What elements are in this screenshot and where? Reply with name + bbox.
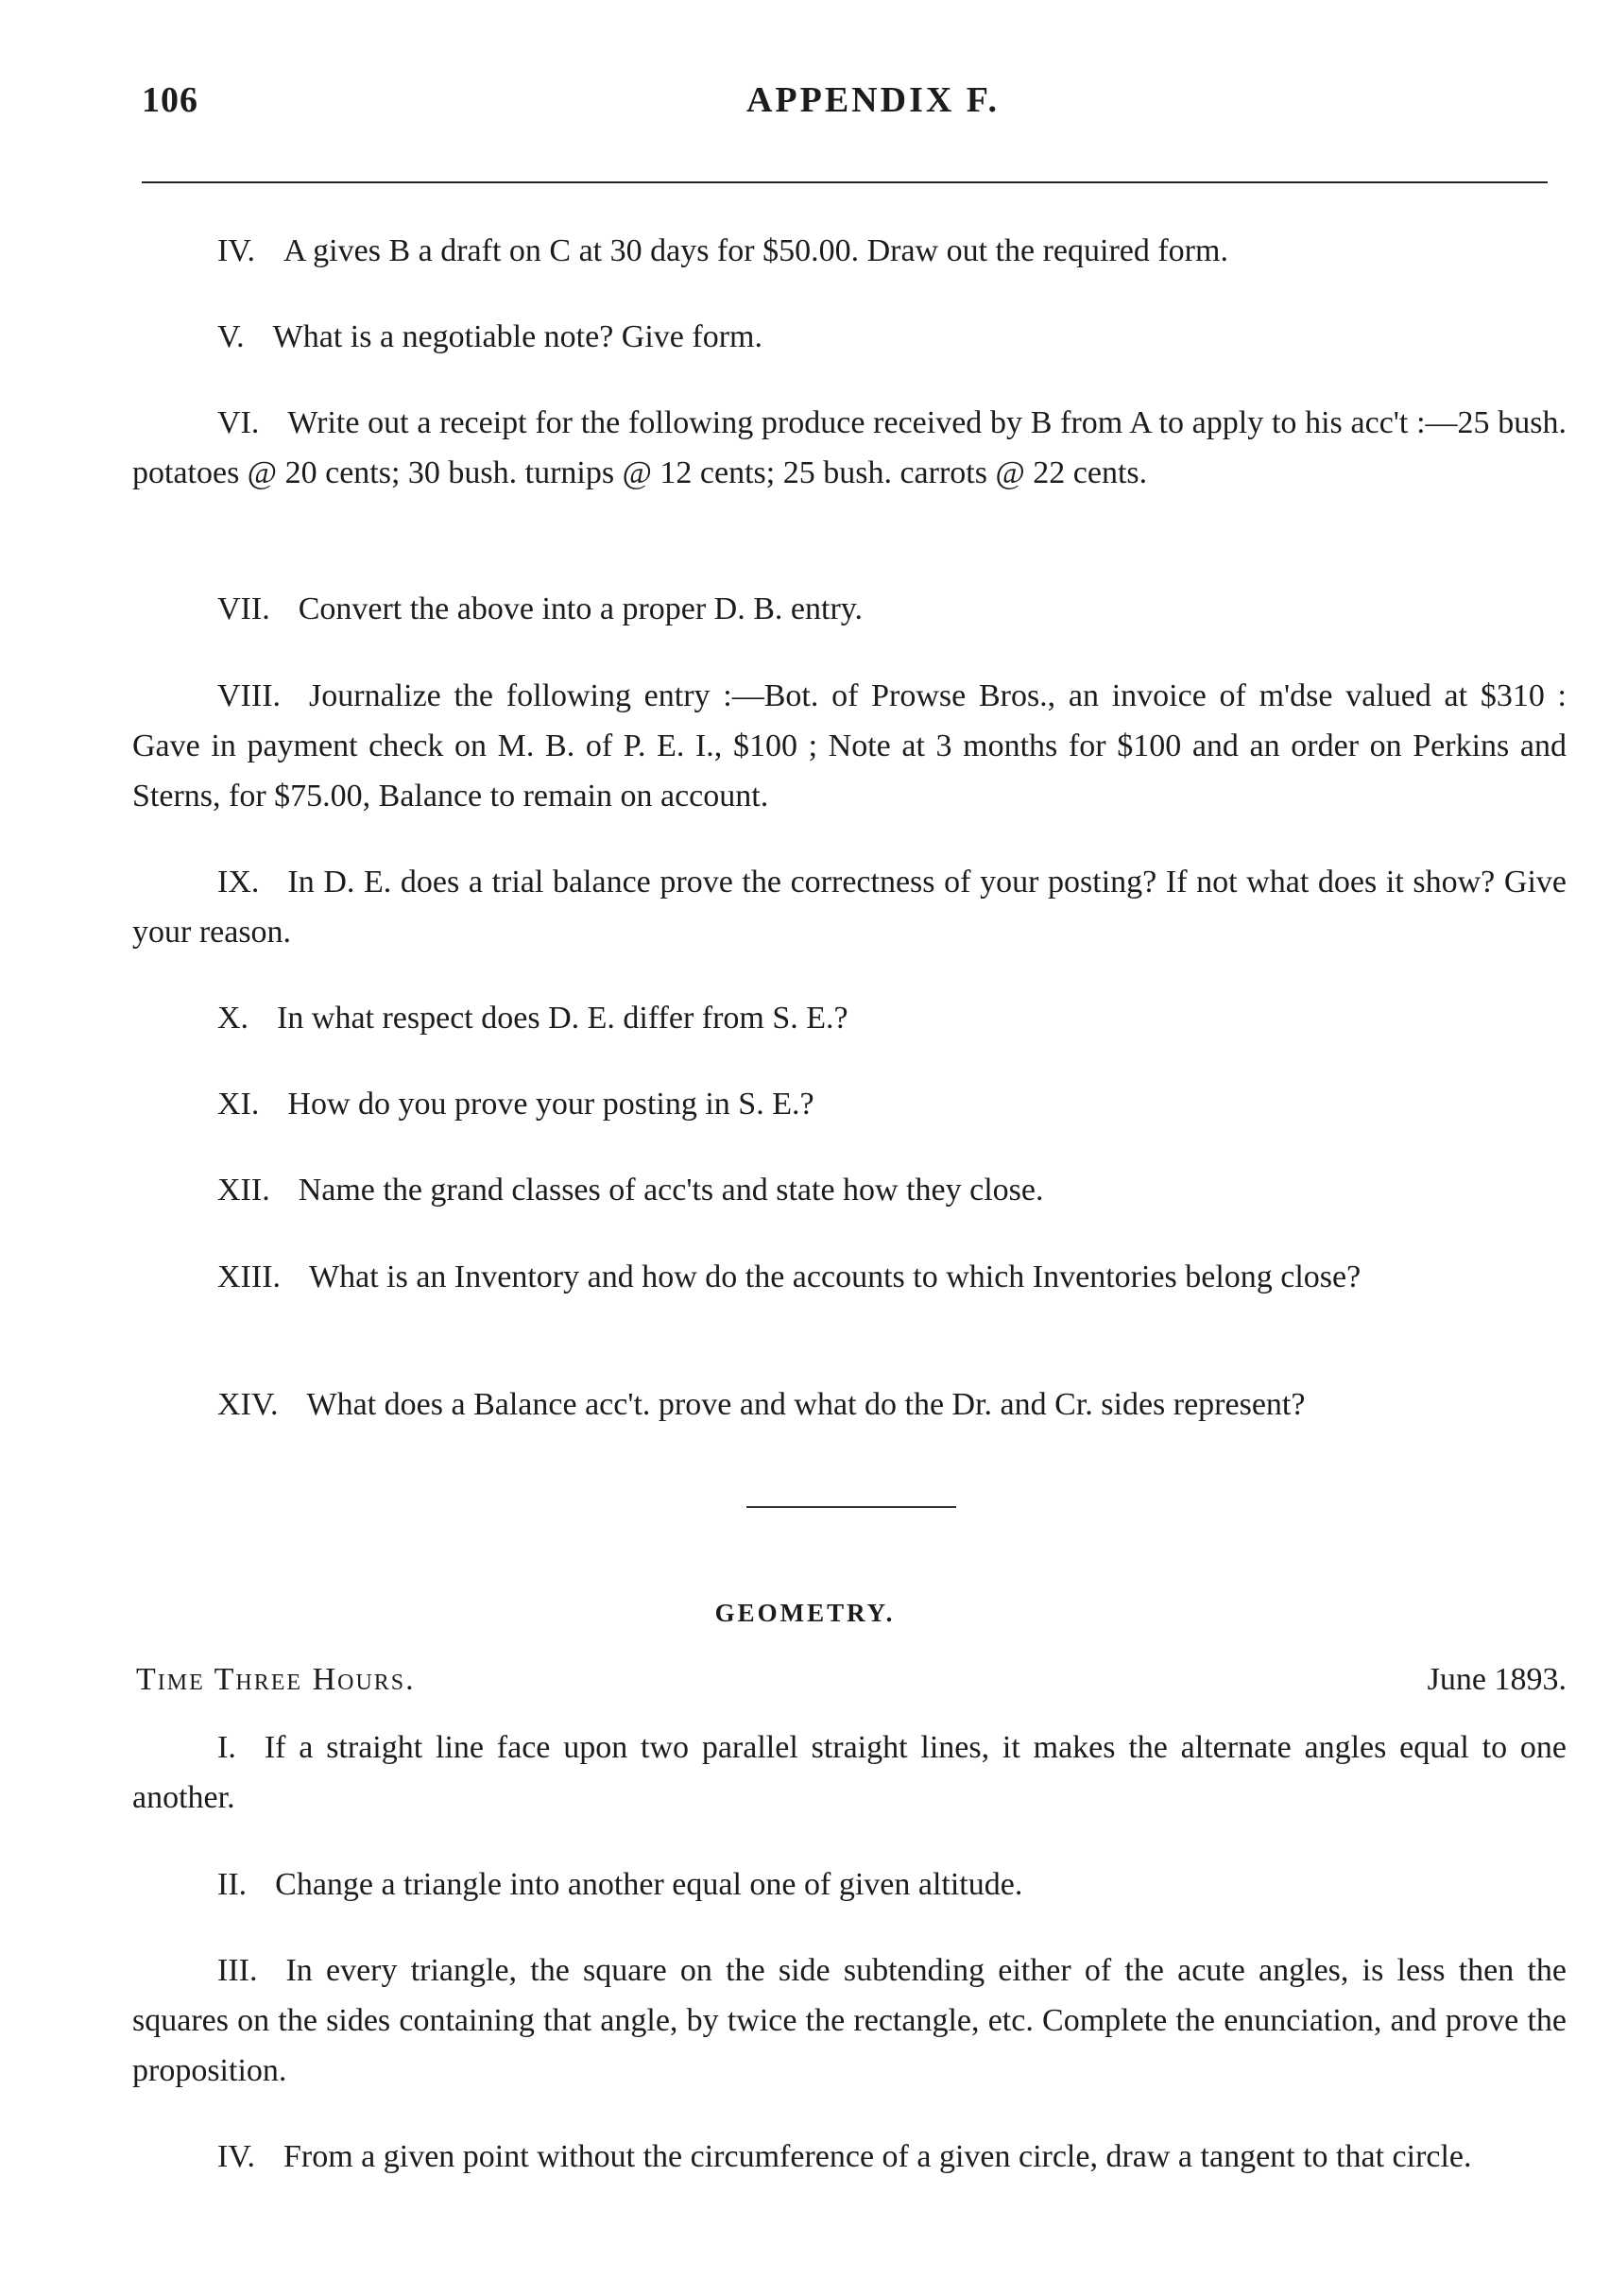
question-text: In D. E. does a trial balance prove the correctness of your posting? If not what does it show? Give your reason. — [132, 865, 1567, 950]
question-number: III. — [217, 1953, 258, 1988]
question-v — [132, 312, 1567, 362]
question-x — [132, 993, 1567, 1043]
question-text: What does a Balance acc't. prove and what do the Dr. and Cr. sides represent? — [306, 1387, 1306, 1422]
question-number: XIII. — [217, 1259, 282, 1294]
question-xi — [132, 1079, 1567, 1129]
section-title: GEOMETRY. — [714, 1599, 896, 1627]
question-text: How do you prove your posting in S. E.? — [287, 1087, 814, 1122]
question-text: Write out a receipt for the following produce received by B from A to apply to his acc't :—25 bush. potatoes @ 20 cents; 30 bush. turnips @ 12 cents; 25 bush. carrots @ 22 cents. — [132, 405, 1567, 490]
question-number: IV. — [217, 2139, 255, 2174]
question-text: If a straight line face upon two parallel straight lines, it makes the alternate angles equal to one another. — [132, 1730, 1567, 1815]
question-viii — [132, 671, 1567, 821]
question-number: IV. — [217, 233, 255, 268]
geometry-question-iv — [132, 2132, 1567, 2182]
question-number: XII. — [217, 1173, 270, 1208]
question-vi — [132, 398, 1567, 498]
question-text: Name the grand classes of acc'ts and state how they close. — [298, 1173, 1044, 1208]
question-ix — [132, 857, 1567, 957]
question-number: VI. — [217, 405, 260, 440]
question-text: Change a triangle into another equal one of given altitude. — [275, 1867, 1023, 1902]
question-text: Journalize the following entry :—Bot. of Prowse Bros., an invoice of m'dse valued at $310 : Gave in payment check on M. B. of P. E. I., $100 ; Note at 3 months for $100 and an order on Perkins and Sterns, for $75.00, Balance to remain on account. — [132, 678, 1567, 814]
question-text: A gives B a draft on C at 30 days for $50.00. Draw out the required form. — [283, 233, 1228, 268]
question-number: I. — [217, 1730, 236, 1765]
question-xii — [132, 1165, 1567, 1215]
question-vii — [132, 584, 1567, 634]
question-text: In every triangle, the square on the side subtending either of the acute angles, is less then the squares on the sides containing that angle, by twice the rectangle, etc. Complete the enunciation, and prove the proposition. — [132, 1953, 1567, 2088]
running-title: APPENDIX F. — [745, 80, 1001, 120]
question-number: II. — [217, 1867, 248, 1902]
question-number: X. — [217, 1001, 249, 1036]
geometry-question-i — [132, 1722, 1567, 1823]
page-header — [142, 79, 1548, 136]
question-iv — [132, 226, 1567, 276]
page-number: 106 — [142, 80, 198, 120]
exam-info-row — [132, 1662, 1567, 1709]
question-number: V. — [217, 319, 245, 354]
question-number: XI. — [217, 1087, 260, 1122]
question-text: What is a negotiable note? Give form. — [272, 319, 762, 354]
question-text: What is an Inventory and how do the accounts to which Inventories belong close? — [309, 1259, 1362, 1294]
question-xiii — [132, 1252, 1567, 1302]
question-text: Convert the above into a proper D. B. entry. — [298, 591, 864, 626]
geometry-question-iii — [132, 1945, 1567, 2096]
section-divider — [746, 1506, 956, 1508]
exam-date: June 1893. — [1427, 1662, 1567, 1697]
question-number: VII. — [217, 591, 270, 626]
question-text: From a given point without the circumference of a given circle, draw a tangent to that circle. — [283, 2139, 1472, 2174]
header-rule — [142, 181, 1548, 183]
question-number: IX. — [217, 865, 260, 900]
question-text: In what respect does D. E. differ from S. E.? — [277, 1001, 848, 1036]
geometry-question-ii — [132, 1859, 1567, 1910]
question-number: VIII. — [217, 678, 282, 713]
question-number: XIV. — [217, 1387, 279, 1422]
question-xiv — [132, 1379, 1567, 1430]
exam-duration: Time Three Hours. — [136, 1662, 416, 1697]
